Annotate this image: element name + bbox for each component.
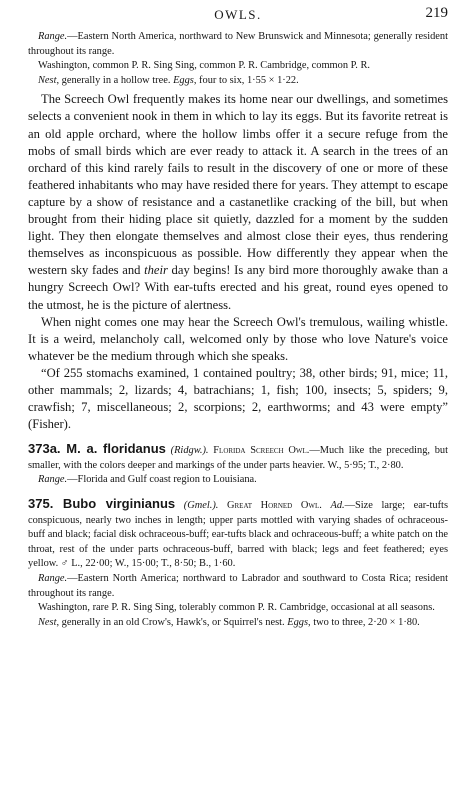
- bubo-common-name: Great Horned Owl.: [227, 500, 322, 512]
- eggs-label: Eggs: [173, 74, 194, 86]
- bubo-ad-label: Ad.: [330, 500, 345, 512]
- bubo-number: 375. Bubo virginianus: [28, 496, 176, 512]
- paragraph-stomachs: “Of 255 stomachs examined, 1 contained poultry; 38, other birds; 91, mice; 11, other mammals; 2, lizards; 4, batrachians; 1, fish; 100, insects; 5, spiders; 9, crawfish; 7, miscellaneous; 2, scorpions; 2, earthworms; and 43 were empty” (Fisher).: [28, 365, 448, 432]
- floridanus-common-name: Florida Screech Owl.: [213, 445, 310, 457]
- range-label: Range.: [38, 31, 68, 42]
- asio-nest: [28, 74, 448, 89]
- floridanus-range-text: —Florida and Gulf coast region to Louisiana.: [67, 474, 257, 486]
- asio-locality: Washington, common P. R. Sing Sing, common P. R. Cambridge, common P. R.: [38, 60, 370, 72]
- bubo-eggs-label: Eggs: [287, 616, 309, 628]
- bubo-nest-text: , generally in an old Crow's, Hawk's, or Squirrel's nest.: [56, 616, 285, 628]
- bubo-range: [28, 572, 448, 601]
- nest-label: Nest: [38, 74, 57, 86]
- page-number: 219: [425, 5, 448, 21]
- range-text: —Eastern North America, northward to New Brunswick and Minnesota; generally resident throughout its range.: [28, 31, 448, 57]
- paragraph-habits-start: The Screech Owl frequently makes its home near our dwellings, and sometimes selects a convenient nook in them in which to lay its eggs. But its favorite retreat is an old apple orchard, where the hollow limbs offer it a secure refuge from the mobs of small birds which are ever ready to attack it. A search in the trees of an orchard of this kind rarely fails to result in the discovery of one or more of these feathered inhabitants who may have resided there for years. They attempt to escape capture by a show of resistance and a castanetlike cracking of the bill, but when brought from their hiding place sit quietly, dazzled for a moment by the sudden light. They then elongate themselves and almost close their eyes, thus rendering themselves as inconspicuous as possible. How differently they appear when the western sky fades and: [28, 92, 448, 278]
- paragraph-call: When night comes one may hear the Screech Owl's tremulous, wailing whistle. It is a weird, melancholy call, welcomed only by those who love Nature's voice whatever be the medium through which she speaks.: [28, 314, 448, 363]
- paragraph-habits-end: day begins! Is any bird more thoroughly awake than a hungry Screech Owl? With ear-tufts erected and his great, round eyes opened to the utmost, he is the picture of alertness.: [28, 263, 448, 312]
- bubo-nest: [28, 616, 448, 631]
- paragraph-habits: [28, 91, 448, 313]
- nest-text: , generally in a hollow tree.: [56, 74, 171, 86]
- asio-range: [28, 30, 448, 59]
- bubo-range-text: —Eastern North America; northward to Labrador and southward to Costa Rica; resident throughout its range.: [28, 573, 448, 599]
- bubo-range-label: Range.: [38, 573, 68, 584]
- floridanus-range: [28, 473, 448, 488]
- eggs-text: , four to six, 1·55 × 1·22.: [193, 74, 299, 86]
- bubo-entry: [28, 497, 448, 572]
- floridanus-description: —Much like the preceding, but smaller, with the colors deeper and markings of the under parts heavier. W., 5·95; T., 2·80.: [28, 445, 448, 471]
- running-title: OWLS.: [214, 7, 262, 22]
- running-header: [28, 0, 448, 30]
- bubo-nest-label: Nest: [38, 616, 57, 628]
- floridanus-authority: (Ridgw.).: [170, 445, 209, 457]
- floridanus-entry: [28, 442, 448, 473]
- paragraph-habits-italic: their: [144, 263, 168, 278]
- floridanus-range-label: Range.: [38, 474, 68, 486]
- floridanus-number: 373a. M. a. floridanus: [28, 441, 166, 457]
- bubo-description: —Size large; ear-tufts conspicuous, nearly two inches in length; upper parts mottled with varying shades of ochraceous-buff and black; facial disk ochraceous-buff; ear-tufts black and ochraceous-buff; a white patch on the throat, rest of the under parts ochraceous-buff, barred with black; legs and feet feathered; eyes yellow. ♂ L., 22·00; W., 15·00; T., 8·50; B., 1·60.: [28, 500, 448, 570]
- bubo-eggs-text: , two to three, 2·20 × 1·80.: [308, 616, 420, 628]
- bubo-authority: (Gmel.).: [183, 500, 219, 512]
- bubo-locality: Washington, rare P. R. Sing Sing, tolerably common P. R. Cambridge, occasional at all seasons.: [38, 602, 435, 614]
